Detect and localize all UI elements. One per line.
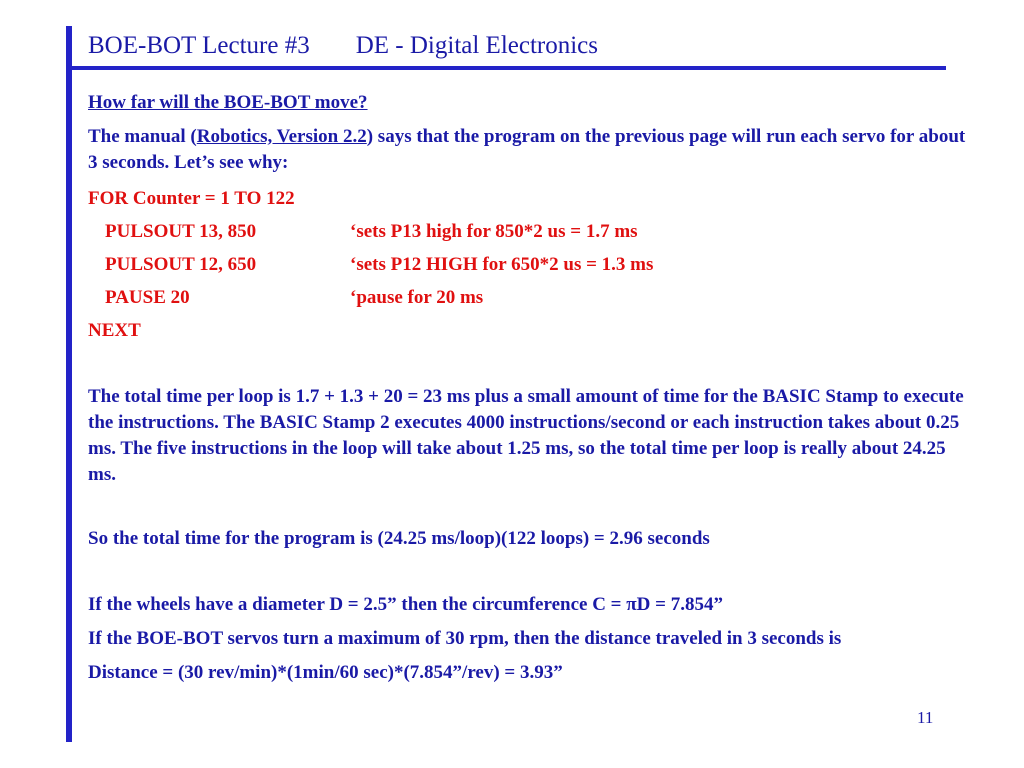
intro-post: ) says that the program on the previous page will run each servo for about 3 seconds. Let’s see why: (88, 126, 966, 173)
code-line (88, 215, 978, 248)
code-next-line: NEXT (88, 320, 141, 341)
section-heading: How far will the BOE-BOT move? (88, 92, 368, 113)
code-command: PAUSE 20 (105, 287, 190, 308)
distance-paragraph: Distance = (30 rev/min)*(1min/60 sec)*(7.854”/rev) = 3.93” (88, 662, 563, 683)
total-time-paragraph: The total time per loop is 1.7 + 1.3 + 20 = 23 ms plus a small amount of time for the BASIC Stamp to execute the instructions. The BASIC Stamp 2 executes 4000 instructions/second or each instruction takes about 0.25 ms. The five instructions in the loop will take about 1.25 ms, so the total time per loop is really about 24.25 ms. (88, 386, 964, 485)
intro-paragraph (88, 124, 978, 176)
code-comment: ‘sets P12 HIGH for 650*2 us = 1.3 ms (350, 254, 654, 275)
title-course: DE - Digital Electronics (355, 32, 599, 59)
slide-title (88, 32, 598, 60)
code-command: PULSOUT 12, 650 (105, 254, 257, 275)
manual-link: Robotics, Version 2.2 (196, 126, 367, 147)
program-time-paragraph: So the total time for the program is (24.25 ms/loop)(122 loops) = 2.96 seconds (88, 528, 710, 549)
code-line (88, 248, 978, 281)
code-for-line: FOR Counter = 1 TO 122 (88, 188, 295, 209)
pi-symbol: π (626, 594, 637, 615)
wheels-pre: If the wheels have a diameter D = 2.5” then the circumference C = (88, 594, 627, 615)
slide-content (88, 90, 978, 686)
wheels-paragraph (88, 592, 978, 618)
code-command: PULSOUT 13, 850 (105, 221, 257, 242)
servos-paragraph: If the BOE-BOT servos turn a maximum of 30 rpm, then the distance traveled in 3 seconds is (88, 628, 842, 649)
code-comment: ‘pause for 20 ms (350, 287, 484, 308)
page-number: 11 (917, 708, 934, 727)
title-underline-bar (66, 66, 946, 70)
code-line (88, 281, 978, 314)
intro-pre: The manual ( (88, 126, 197, 147)
wheels-post: D = 7.854” (636, 594, 723, 615)
left-accent-bar (66, 26, 72, 742)
title-lecture: BOE-BOT Lecture #3 (88, 32, 310, 59)
code-comment: ‘sets P13 high for 850*2 us = 1.7 ms (350, 221, 638, 242)
